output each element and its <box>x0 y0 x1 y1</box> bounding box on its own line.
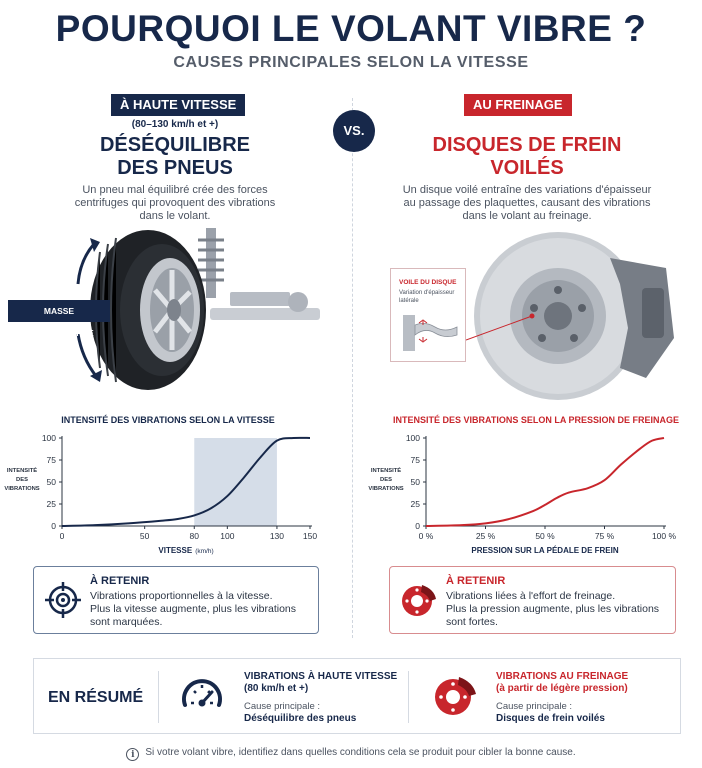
braking-takeaway <box>389 566 676 634</box>
description-line: Un pneu mal équilibré crée des forces <box>82 184 268 196</box>
y-tick-label: 25 <box>46 499 56 509</box>
brake-disc-icon <box>400 581 438 619</box>
summary-cause-label: Cause principale : <box>244 701 321 712</box>
description-line: centrifuges qui provoquent des vibrations <box>74 197 276 209</box>
y-axis-label: INTENSITÉ <box>6 468 38 474</box>
disc-profile-diagram <box>399 311 459 355</box>
takeaway-text <box>90 590 296 629</box>
y-axis-label: DES <box>16 477 28 483</box>
headline-line: DES PNEUS <box>117 157 233 179</box>
takeaway-line: sont marquées. <box>90 616 163 628</box>
summary-braking-heading <box>496 671 628 695</box>
info-icon: i <box>126 748 139 761</box>
heading-line: VIBRATIONS À HAUTE VITESSE <box>244 671 398 682</box>
unbalanced-mass-label: MASSE DÉSÉQUILIBRÉE <box>8 300 110 322</box>
takeaway-line: Plus la pression augmente, plus les vibrations <box>446 603 660 615</box>
y-tick-label: 25 <box>410 499 420 509</box>
headline-line: VOILÉS <box>490 157 564 179</box>
description-line: dans le volant au freinage. <box>462 210 592 222</box>
description-line: dans le volant. <box>139 210 211 222</box>
y-tick-label: 75 <box>410 455 420 465</box>
summary-divider <box>158 671 159 723</box>
summary-divider <box>408 671 409 723</box>
x-tick-label: 50 % <box>535 531 555 541</box>
rotation-arrow-icon <box>78 244 94 284</box>
chart-title-pressure: INTENSITÉ DES VIBRATIONS SELON LA PRESSION DE FREINAGE <box>392 415 680 425</box>
x-tick-label: 80 <box>189 531 200 541</box>
summary-high-speed-heading <box>244 671 397 695</box>
braking-tag: AU FREINAGE <box>464 94 572 116</box>
x-tick-label: 50 <box>139 531 150 541</box>
braking-headline <box>352 134 702 180</box>
takeaway-line: Plus la vitesse augmente, plus les vibrations <box>90 603 297 615</box>
headline-line: DÉSÉQUILIBRE <box>99 134 251 156</box>
x-tick-label: 0 <box>59 531 65 541</box>
high-speed-takeaway <box>33 566 319 634</box>
takeaway-line: sont fortes. <box>446 616 498 628</box>
x-axis-label <box>158 546 213 555</box>
disc-warp-callout <box>390 268 466 362</box>
x-axis-unit: (km/h) <box>195 548 214 555</box>
summary-cause-value: Disques de frein voilés <box>496 713 605 724</box>
speed-vibration-chart <box>0 428 340 558</box>
x-tick-label: 25 % <box>475 531 496 541</box>
y-tick-label: 0 <box>415 521 420 531</box>
description-line: au passage des plaquettes, causant des vibrations <box>403 197 651 209</box>
x-axis-label-text: PRESSION SUR LA PÉDALE DE FREIN <box>471 546 619 555</box>
summary-cause-value: Déséquilibre des pneus <box>244 713 357 724</box>
y-tick-label: 0 <box>51 521 56 531</box>
y-tick-label: 75 <box>46 455 56 465</box>
x-tick-label: 0 % <box>418 531 434 541</box>
page-subtitle: CAUSES PRINCIPALES SELON LA VITESSE <box>173 54 529 71</box>
y-tick-label: 100 <box>405 433 420 443</box>
brake-disc-icon <box>432 673 478 719</box>
x-axis-label-text: VITESSE <box>158 546 193 555</box>
y-tick-label: 100 <box>41 433 56 443</box>
heading-line: VIBRATIONS AU FREINAGE <box>496 671 629 682</box>
y-axis-label: INTENSITÉ <box>370 468 402 474</box>
headline-line: DISQUES DE FREIN <box>432 134 622 156</box>
x-axis-label <box>471 546 619 555</box>
crosshair-icon <box>44 581 82 619</box>
x-tick-label: 100 <box>220 531 235 541</box>
speed-range-note: (80–130 km/h et +) <box>131 119 219 130</box>
series-line <box>426 438 664 526</box>
y-tick-label: 50 <box>46 477 56 487</box>
y-axis-label: VIBRATIONS <box>4 486 40 492</box>
footer-note <box>0 747 702 761</box>
page-title: POURQUOI LE VOLANT VIBRE ? <box>55 8 647 49</box>
x-tick-label: 130 <box>269 531 285 541</box>
braking-description <box>392 184 662 223</box>
takeaway-line: Vibrations liées à l'effort de freinage. <box>446 590 616 602</box>
chart-title-speed: INTENSITÉ DES VIBRATIONS SELON LA VITESSE <box>61 415 275 425</box>
takeaway-title: À RETENIR <box>446 575 506 587</box>
takeaway-text <box>446 590 659 629</box>
x-tick-label: 75 % <box>594 531 615 541</box>
x-tick-label: 100 % <box>651 531 677 541</box>
callout-text: Variation d'épaisseur latérale <box>399 290 455 304</box>
high-speed-headline <box>0 134 350 180</box>
takeaway-line: Vibrations proportionnelles à la vitesse. <box>90 590 273 602</box>
pressure-vibration-chart <box>352 428 702 558</box>
takeaway-title: À RETENIR <box>90 575 150 587</box>
y-axis-label: VIBRATIONS <box>368 486 404 492</box>
summary-cause-label: Cause principale : <box>496 701 573 712</box>
high-speed-description <box>60 184 290 223</box>
callout-title: VOILE DU DISQUE <box>399 279 457 286</box>
callout-pointer <box>466 312 536 342</box>
x-tick-label: 150 <box>302 531 318 541</box>
heading-line: (80 km/h et +) <box>244 683 309 694</box>
vs-badge: VS. <box>333 110 375 152</box>
high-speed-tag: À HAUTE VITESSE <box>111 94 245 116</box>
summary-panel <box>33 658 681 734</box>
summary-title: EN RÉSUMÉ <box>48 689 144 706</box>
footer-text: Si votre volant vibre, identifiez dans quelles conditions cela se produit pour cibler la bonne cause. <box>145 747 576 758</box>
heading-line: (à partir de légère pression) <box>496 683 628 694</box>
speedometer-icon <box>179 673 225 719</box>
y-tick-label: 50 <box>410 477 420 487</box>
description-line: Un disque voilé entraîne des variations d'épaisseur <box>402 184 652 196</box>
y-axis-label: DES <box>380 477 392 483</box>
